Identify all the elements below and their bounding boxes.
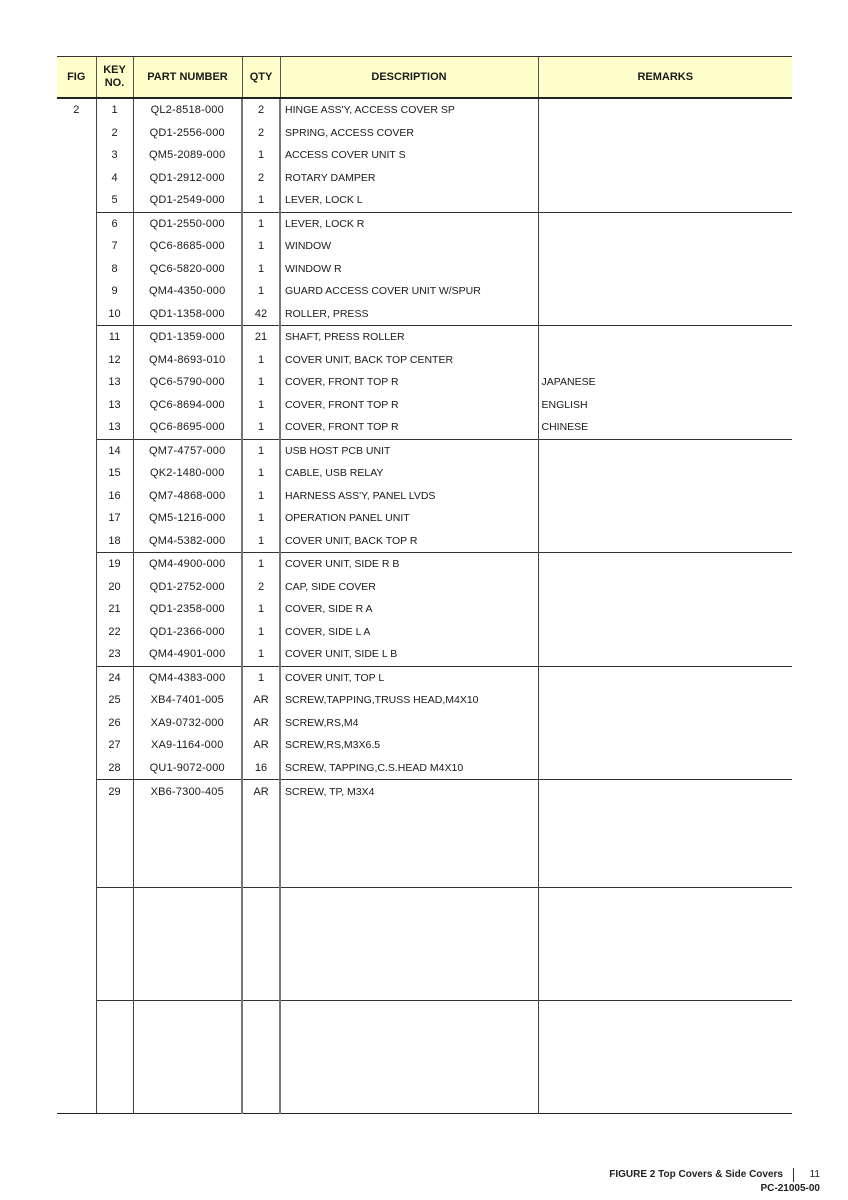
- cell-remarks: [538, 689, 792, 712]
- cell-qty: 1: [242, 280, 280, 303]
- cell-fig: [57, 394, 96, 417]
- cell-remarks: [538, 553, 792, 576]
- cell-remarks: [538, 598, 792, 621]
- cell-fig: [57, 326, 96, 349]
- cell-remarks: [538, 643, 792, 666]
- cell-description: CABLE, USB RELAY: [280, 462, 538, 485]
- cell-key-no: 13: [96, 394, 133, 417]
- cell-key-no: 29: [96, 780, 133, 888]
- cell-part-number: QK2-1480-000: [133, 462, 242, 485]
- cell-remarks: [538, 734, 792, 757]
- cell-qty: 1: [242, 212, 280, 235]
- cell-fig: [57, 507, 96, 530]
- empty-row: [57, 888, 792, 1001]
- figure-title: FIGURE 2 Top Covers & Side Covers: [609, 1169, 783, 1180]
- cell-part-number: QC6-8695-000: [133, 416, 242, 439]
- page-footer: [609, 1168, 820, 1196]
- table-row: [57, 280, 792, 303]
- cell-key-no: 21: [96, 598, 133, 621]
- table-row: [57, 371, 792, 394]
- cell-fig: [57, 530, 96, 553]
- cell-remarks: [538, 780, 792, 888]
- header-key-no: [96, 57, 133, 99]
- cell-part-number: QM4-4350-000: [133, 280, 242, 303]
- cell-part-number: QL2-8518-000: [133, 98, 242, 122]
- cell-remarks: [538, 98, 792, 122]
- cell-part-number: QC6-8685-000: [133, 235, 242, 258]
- cell-qty: 2: [242, 167, 280, 190]
- cell-fig: [57, 258, 96, 281]
- cell-key-no: 27: [96, 734, 133, 757]
- cell-part-number: QD1-2366-000: [133, 621, 242, 644]
- cell-description: SPRING, ACCESS COVER: [280, 122, 538, 145]
- cell-part-number: XB4-7401-005: [133, 689, 242, 712]
- cell-key-no: 6: [96, 212, 133, 235]
- table-row: [57, 553, 792, 576]
- cell-key-no: 8: [96, 258, 133, 281]
- cell-key-no: 20: [96, 576, 133, 599]
- header-key-line1: KEY: [103, 64, 126, 76]
- cell-key-no: 13: [96, 371, 133, 394]
- cell-description: SHAFT, PRESS ROLLER: [280, 326, 538, 349]
- cell-description: COVER UNIT, SIDE L B: [280, 643, 538, 666]
- cell-key-no: 1: [96, 98, 133, 122]
- cell-fig: [57, 167, 96, 190]
- cell-key-no: 23: [96, 643, 133, 666]
- cell-key-no: 18: [96, 530, 133, 553]
- cell-key-no: 7: [96, 235, 133, 258]
- cell-qty: 1: [242, 666, 280, 689]
- cell-remarks: [538, 439, 792, 462]
- table-row: [57, 530, 792, 553]
- empty-row: [57, 1001, 792, 1114]
- cell-description: SCREW, TP, M3X4: [280, 780, 538, 888]
- cell-part-number: QD1-2752-000: [133, 576, 242, 599]
- cell-description: ROTARY DAMPER: [280, 167, 538, 190]
- cell-remarks: [538, 712, 792, 735]
- table-row: [57, 189, 792, 212]
- cell-key-no: 10: [96, 303, 133, 326]
- cell-fig: [57, 235, 96, 258]
- empty-cell: [57, 1001, 96, 1114]
- cell-qty: 1: [242, 621, 280, 644]
- table-row: [57, 780, 792, 888]
- cell-key-no: 24: [96, 666, 133, 689]
- cell-remarks: [538, 485, 792, 508]
- cell-fig: [57, 621, 96, 644]
- empty-cell: [133, 888, 242, 1001]
- table-row: [57, 144, 792, 167]
- header-part-number: PART NUMBER: [133, 57, 242, 99]
- cell-part-number: QD1-2550-000: [133, 212, 242, 235]
- cell-description: ACCESS COVER UNIT S: [280, 144, 538, 167]
- cell-fig: [57, 303, 96, 326]
- cell-key-no: 11: [96, 326, 133, 349]
- cell-fig: [57, 485, 96, 508]
- cell-remarks: CHINESE: [538, 416, 792, 439]
- cell-remarks: [538, 462, 792, 485]
- cell-description: WINDOW: [280, 235, 538, 258]
- cell-part-number: QC6-8694-000: [133, 394, 242, 417]
- cell-fig: [57, 371, 96, 394]
- cell-description: HARNESS ASS'Y, PANEL LVDS: [280, 485, 538, 508]
- cell-fig: [57, 757, 96, 780]
- cell-remarks: [538, 576, 792, 599]
- cell-qty: 1: [242, 235, 280, 258]
- table-row: [57, 394, 792, 417]
- empty-cell: [538, 1001, 792, 1114]
- cell-key-no: 13: [96, 416, 133, 439]
- cell-key-no: 5: [96, 189, 133, 212]
- cell-qty: 1: [242, 416, 280, 439]
- table-row: [57, 416, 792, 439]
- cell-remarks: ENGLISH: [538, 394, 792, 417]
- cell-fig: 2: [73, 104, 80, 117]
- table-row: [57, 621, 792, 644]
- cell-key-no: 2: [96, 122, 133, 145]
- cell-key-no: 17: [96, 507, 133, 530]
- cell-description: SCREW,TAPPING,TRUSS HEAD,M4X10: [280, 689, 538, 712]
- cell-part-number: QM7-4757-000: [133, 439, 242, 462]
- cell-part-number: QD1-2912-000: [133, 167, 242, 190]
- cell-key-no: 19: [96, 553, 133, 576]
- cell-description: USB HOST PCB UNIT: [280, 439, 538, 462]
- cell-description: LEVER, LOCK L: [280, 189, 538, 212]
- table-row: [57, 258, 792, 281]
- cell-qty: 1: [242, 349, 280, 372]
- cell-remarks: [538, 666, 792, 689]
- table-row: [57, 485, 792, 508]
- empty-cell: [96, 1001, 133, 1114]
- cell-description: LEVER, LOCK R: [280, 212, 538, 235]
- cell-fig: [57, 712, 96, 735]
- cell-remarks: [538, 235, 792, 258]
- cell-part-number: QM7-4868-000: [133, 485, 242, 508]
- table-body: [57, 98, 792, 1114]
- cell-part-number: QD1-2556-000: [133, 122, 242, 145]
- cell-key-no: 9: [96, 280, 133, 303]
- cell-qty: 42: [242, 303, 280, 326]
- cell-part-number: QM4-5382-000: [133, 530, 242, 553]
- empty-cell: [57, 888, 96, 1001]
- cell-qty: AR: [242, 734, 280, 757]
- cell-key-no: 12: [96, 349, 133, 372]
- table-row: [57, 326, 792, 349]
- cell-qty: 1: [242, 598, 280, 621]
- cell-description: COVER, SIDE L A: [280, 621, 538, 644]
- footer-figure-line: [609, 1168, 820, 1182]
- cell-remarks: [538, 507, 792, 530]
- header-qty: QTY: [242, 57, 280, 99]
- cell-description: SCREW,RS,M4: [280, 712, 538, 735]
- cell-qty: 1: [242, 530, 280, 553]
- cell-key-no: 4: [96, 167, 133, 190]
- cell-fig: [57, 189, 96, 212]
- cell-description: COVER UNIT, BACK TOP R: [280, 530, 538, 553]
- cell-part-number: QC6-5820-000: [133, 258, 242, 281]
- cell-part-number: QD1-2549-000: [133, 189, 242, 212]
- header-remarks: REMARKS: [538, 57, 792, 99]
- cell-description: COVER, SIDE R A: [280, 598, 538, 621]
- cell-description: COVER UNIT, TOP L: [280, 666, 538, 689]
- cell-part-number: QD1-2358-000: [133, 598, 242, 621]
- cell-part-number: XA9-0732-000: [133, 712, 242, 735]
- empty-cell: [280, 1001, 538, 1114]
- cell-qty: 1: [242, 462, 280, 485]
- cell-qty: 2: [242, 122, 280, 145]
- cell-remarks: [538, 122, 792, 145]
- cell-description: COVER, FRONT TOP R: [280, 416, 538, 439]
- cell-description: ROLLER, PRESS: [280, 303, 538, 326]
- footer-divider: [793, 1168, 794, 1182]
- table-row: [57, 235, 792, 258]
- cell-key-no: 3: [96, 144, 133, 167]
- table-row: [57, 666, 792, 689]
- cell-fig: [57, 689, 96, 712]
- cell-remarks: [538, 326, 792, 349]
- cell-description: SCREW,RS,M3X6.5: [280, 734, 538, 757]
- table-row: [57, 576, 792, 599]
- cell-fig: [57, 734, 96, 757]
- cell-qty: 1: [242, 643, 280, 666]
- table-row: [57, 734, 792, 757]
- cell-fig: [57, 462, 96, 485]
- cell-fig: [57, 280, 96, 303]
- empty-cell: [242, 1001, 280, 1114]
- cell-description: WINDOW R: [280, 258, 538, 281]
- table-row: [57, 167, 792, 190]
- cell-description: GUARD ACCESS COVER UNIT W/SPUR: [280, 280, 538, 303]
- table-row: [57, 303, 792, 326]
- cell-qty: 1: [242, 371, 280, 394]
- cell-part-number: QM4-4900-000: [133, 553, 242, 576]
- cell-part-number: QU1-9072-000: [133, 757, 242, 780]
- table-row: [57, 757, 792, 780]
- empty-cell: [538, 888, 792, 1001]
- cell-remarks: [538, 189, 792, 212]
- cell-qty: 1: [242, 144, 280, 167]
- cell-qty: 1: [242, 258, 280, 281]
- cell-key-no: 26: [96, 712, 133, 735]
- cell-fig: [57, 212, 96, 235]
- document-code: PC-21005-00: [760, 1183, 820, 1194]
- table-row: [57, 507, 792, 530]
- table-row: [57, 689, 792, 712]
- cell-part-number: QM4-4901-000: [133, 643, 242, 666]
- cell-fig: [57, 122, 96, 145]
- header-fig: FIG: [57, 57, 96, 99]
- cell-part-number: QM5-2089-000: [133, 144, 242, 167]
- cell-remarks: [538, 280, 792, 303]
- cell-part-number: QD1-1359-000: [133, 326, 242, 349]
- cell-remarks: [538, 530, 792, 553]
- cell-remarks: JAPANESE: [538, 371, 792, 394]
- cell-qty: 21: [242, 326, 280, 349]
- cell-qty: AR: [242, 689, 280, 712]
- table-row: [57, 712, 792, 735]
- cell-fig: [57, 576, 96, 599]
- cell-remarks: [538, 757, 792, 780]
- cell-description: COVER UNIT, SIDE R B: [280, 553, 538, 576]
- cell-description: CAP, SIDE COVER: [280, 576, 538, 599]
- cell-qty: 2: [242, 576, 280, 599]
- cell-key-no: 22: [96, 621, 133, 644]
- empty-cell: [96, 888, 133, 1001]
- header-description: DESCRIPTION: [280, 57, 538, 99]
- cell-description: COVER, FRONT TOP R: [280, 394, 538, 417]
- cell-part-number: QM5-1216-000: [133, 507, 242, 530]
- cell-remarks: [538, 303, 792, 326]
- table-row: [57, 643, 792, 666]
- table-row: [57, 598, 792, 621]
- cell-part-number: QD1-1358-000: [133, 303, 242, 326]
- cell-part-number: QM4-8693-010: [133, 349, 242, 372]
- cell-qty: AR: [242, 712, 280, 735]
- cell-qty: 2: [242, 98, 280, 122]
- cell-description: COVER, FRONT TOP R: [280, 371, 538, 394]
- cell-qty: 16: [242, 757, 280, 780]
- parts-list-table: [57, 56, 792, 1114]
- cell-part-number: QM4-4383-000: [133, 666, 242, 689]
- table-row: [57, 212, 792, 235]
- table-row: [57, 439, 792, 462]
- table-header-row: [57, 57, 792, 99]
- cell-remarks: [538, 621, 792, 644]
- cell-fig: [57, 598, 96, 621]
- cell-remarks: [538, 212, 792, 235]
- cell-qty: 1: [242, 553, 280, 576]
- cell-qty: 1: [242, 189, 280, 212]
- cell-fig: [57, 666, 96, 689]
- cell-description: SCREW, TAPPING,C.S.HEAD M4X10: [280, 757, 538, 780]
- empty-cell: [242, 888, 280, 1001]
- table-row: [57, 122, 792, 145]
- cell-fig: [57, 553, 96, 576]
- cell-description: COVER UNIT, BACK TOP CENTER: [280, 349, 538, 372]
- table-row: [57, 349, 792, 372]
- cell-qty: AR: [242, 780, 280, 888]
- empty-cell: [133, 1001, 242, 1114]
- cell-remarks: [538, 144, 792, 167]
- cell-fig: [57, 643, 96, 666]
- cell-remarks: [538, 258, 792, 281]
- empty-cell: [280, 888, 538, 1001]
- cell-key-no: 28: [96, 757, 133, 780]
- cell-fig: [57, 416, 96, 439]
- cell-qty: 1: [242, 485, 280, 508]
- cell-remarks: [538, 167, 792, 190]
- cell-fig: [57, 349, 96, 372]
- page-number: 11: [809, 1169, 820, 1180]
- cell-fig: [57, 780, 96, 888]
- cell-qty: 1: [242, 507, 280, 530]
- cell-remarks: [538, 349, 792, 372]
- cell-part-number: QC6-5790-000: [133, 371, 242, 394]
- cell-qty: 1: [242, 394, 280, 417]
- cell-part-number: XA9-1164-000: [133, 734, 242, 757]
- cell-key-no: 14: [96, 439, 133, 462]
- cell-key-no: 15: [96, 462, 133, 485]
- cell-fig: [57, 144, 96, 167]
- cell-qty: 1: [242, 439, 280, 462]
- header-key-line2: NO.: [104, 77, 125, 89]
- cell-key-no: 25: [96, 689, 133, 712]
- table-row: [57, 462, 792, 485]
- cell-description: HINGE ASS'Y, ACCESS COVER SP: [280, 98, 538, 122]
- cell-fig: [57, 439, 96, 462]
- cell-description: OPERATION PANEL UNIT: [280, 507, 538, 530]
- cell-part-number: XB6-7300-405: [133, 780, 242, 888]
- table-row: [57, 98, 792, 122]
- cell-key-no: 16: [96, 485, 133, 508]
